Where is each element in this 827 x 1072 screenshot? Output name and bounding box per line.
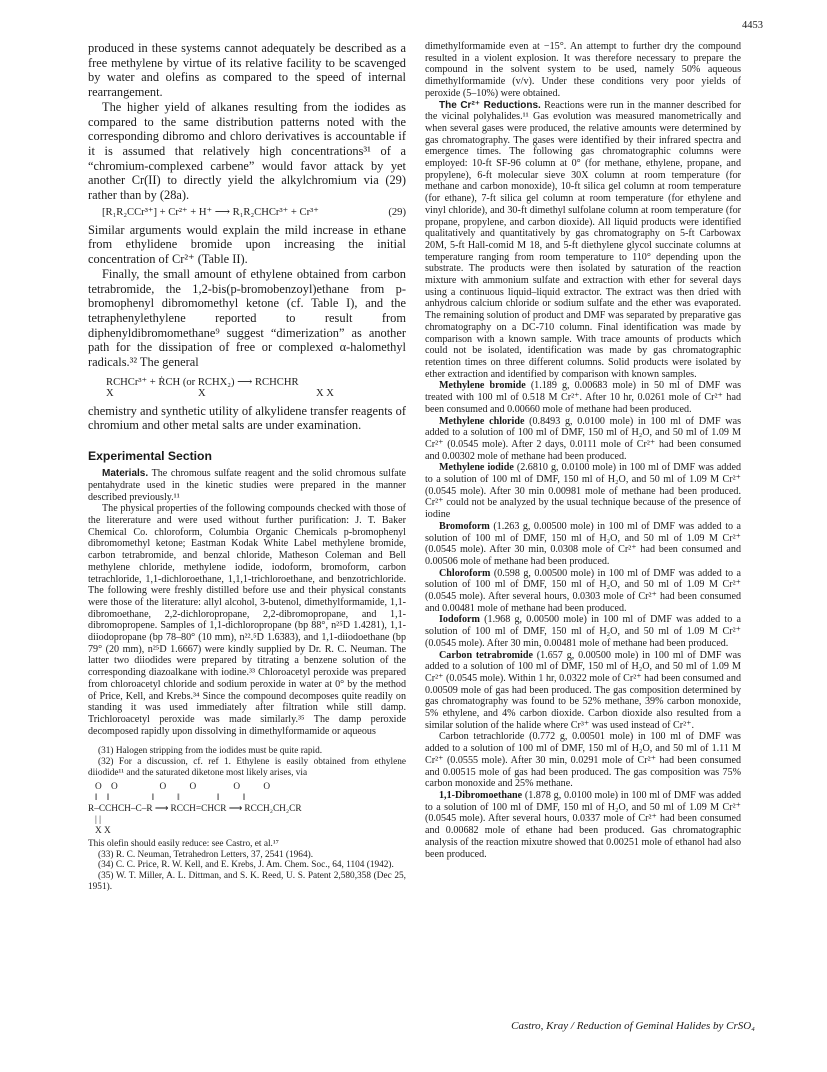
paragraph-text: (2.6810 g, 0.0100 mole) in 100 ml of DMF was added to a solution of 100 ml of DMF, 150 ml of H₂O, and 50 ml of 1.09 M Cr²⁺ (0.0545 mole). After 30 min 0.00981 mole of methane had been produced. Cr²⁺ could not be analyzed by the usual technique because of the presence of iodine (425, 462, 741, 521)
runin-heading: Bromoform (439, 520, 490, 532)
experimental-paragraph (425, 650, 741, 732)
section-heading: Experimental Section (88, 449, 212, 464)
running-head: Castro, Kray / Reduction of Geminal Halides by CrSO₄ (511, 1020, 755, 1032)
equation-number: (29) (388, 206, 406, 218)
paragraph-text: (1.968 g, 0.00500 mole) in 100 ml of DMF was added to a solution of 100 ml of DMF, 150 ml of H₂O, and 50 ml of 1.09 M Cr²⁺ (0.0545 mole). After 30 min, 0.00481 mole of methane had been produced. (425, 614, 741, 649)
paragraph-text: (1.263 g, 0.00500 mole) in 100 ml of DMF was added to a solution of 100 ml of DMF, 150 ml of H₂O, and 50 ml of 1.09 M Cr²⁺ (0.0545 mole). After 30 min, 0.0308 mole of Cr²⁺ had been consumed and 0.00506 mole of methane had been produced. (425, 520, 741, 567)
footnote: (33) R. C. Neuman, Tetrahedron Letters, 37, 2541 (1964). (98, 849, 314, 860)
paragraph-text: (1.189 g, 0.00683 mole) in 50 ml of DMF was treated with 100 ml of 0.518 M Cr²⁺. After 10 hr, 0.0261 mole of Cr²⁺ had been consumed and 0.00660 mole of methane had been produced. (425, 380, 742, 415)
experimental-paragraph (425, 416, 741, 463)
runin-heading: Methylene iodide (439, 462, 514, 474)
runin-heading: Iodoform (439, 614, 480, 626)
paragraph-text: (1.878 g, 0.0100 mole) in 100 ml of DMF was added to a solution of 100 ml of DMF, 150 ml of H₂O, and 50 ml of 1.09 M Cr²⁺ (0.0545 mole). After several hours, 0.0337 mole of Cr²⁺ had been consumed and 0.00682 mole of ethane had been produced. Gas chromatographic analysis of the reaction mixutre showed that 0.00251 mole of ethanol had also been produced. (425, 790, 741, 860)
body-paragraph: The higher yield of alkanes resulting from the iodides as compared to the same distribution patterns noted with the corresponding dibromo and chloro derivatives is accountable if it is assumed that relatively high concentrations³¹ of a “chromium-complexed carbene” would favor attack by yet another Cr(II) to directly yield the alkylchromium via (29) rather than by (28a). (88, 99, 406, 203)
experimental-paragraph (425, 380, 741, 415)
scheme-substituent: X (198, 387, 206, 399)
paragraph-text: dimethylformamide even at −15°. An attempt to further dry the compound resulted in a violent explosion. It was therefore necessary to prepare the compound in the solvent system to be used, namely 50% aqueous dimethylformamide (v/v). Under these conditions very poor yields of peroxide (5–10%) were obtained. (425, 41, 741, 99)
paragraph-text: (1.657 g, 0.00500 mole) in 100 ml of DMF was added to a solution of 100 ml of DMF, 150 ml of H₂O, and 50 ml of 1.09 M Cr²⁺ (0.0545 mole). Within 1 hr, 0.0322 mole of Cr²⁺ had been consumed and 0.00509 mole of gas had been produced. The gas composition determined by gas chromatography was found to be 52% methane, 39% carbon monoxide, 5% ethylene, and 4% carbon dioxide. Carbon dioxide also resulted from a similar solution of the halide where Cr³⁺ was used instead of Cr²⁺. (425, 649, 742, 731)
runin-heading: Methylene bromide (439, 380, 526, 392)
paragraph-text: The chromous sulfate reagent and the solid chromous sulfate pentahydrate used in the kinetic studies were prepared in the manner described previously.¹¹ (88, 468, 406, 503)
experimental-paragraph (425, 41, 741, 100)
left-column (88, 41, 406, 893)
footnote: (31) Halogen stripping from the iodides must be quite rapid. (98, 746, 323, 757)
footnote: (32) For a discussion, cf. ref 1. Ethylene is easily obtained from ethylene diiodide¹¹ and the saturated diketone most likely arises, via (88, 757, 406, 778)
footnote: This olefin should easily reduce: see Castro, et al.¹⁷ (88, 838, 279, 849)
paragraph-text: (0.598 g, 0.00500 mole) in 100 ml of DMF was added to a solution of 100 ml of DMF, 150 ml of H₂O, and 50 ml of 1.09 M Cr²⁺ (0.0545 mole). After several hours, 0.0303 mole of Cr²⁺ had been consumed and 0.00481 mole of methane had been produced. (425, 567, 741, 614)
runin-heading: Chloroform (439, 567, 491, 579)
equation-text: [R₁R₂CCr³⁺] + Cr²⁺ + H⁺ ⟶ R₁R₂CHCr³⁺ + Cr³⁺ (102, 206, 319, 218)
runin-heading: Methylene chloride (439, 415, 525, 427)
runin-heading: Carbon tetrabromide (439, 649, 533, 661)
footnotes (88, 746, 406, 892)
experimental-paragraph (425, 521, 741, 568)
experimental-paragraph (425, 790, 741, 860)
scheme-substituent: X X (316, 387, 334, 399)
experimental-paragraph (425, 614, 741, 649)
footnote: (35) W. T. Miller, A. L. Dittman, and S. K. Reed, U. S. Patent 2,580,358 (Dec 25, 1951). (88, 871, 406, 892)
paragraph-text: Carbon tetrachloride (0.772 g, 0.00501 mole) in 100 ml of DMF was added to a solution of 100 ml of DMF, 150 ml of H₂O, and 50 ml of 1.11 M Cr²⁺ (0.0555 mole). After 30 min, 0.0291 mole of Cr²⁺ had been consumed and 0.00515 mole of gas had been produced. The gas composition was 75% carbon monoxide and 25% methane. (425, 731, 741, 790)
experimental-paragraph (425, 100, 741, 381)
scheme-substituent: X (106, 387, 114, 399)
right-column (425, 41, 741, 860)
footnote: (34) C. C. Price, R. W. Kell, and E. Krebs, J. Am. Chem. Soc., 64, 1104 (1942). (98, 860, 394, 871)
runin-heading: Materials. (102, 468, 149, 480)
footnote-scheme: O O O O O O ‖ ‖ ‖ ‖ ‖ ‖ R–CCHCH–C–R ⟶ RCCH=CHCR ⟶ RCCH₂CH₂CR | | X X (88, 781, 302, 836)
body-paragraph: Finally, the small amount of ethylene obtained from carbon tetrabromide, the 1,2-bis(p-bromobenzoyl)ethane from p-bromophenyl dibromomethyl ketone (cf. Table I), and the tetraphenylethylene reported to result from diphenyldibromomethane⁹ suggest “dimerization” as another path for the dissipation of free or complexed α-halomethyl radicals.³² The general (88, 266, 406, 370)
dimerization-scheme (88, 376, 406, 400)
materials-paragraph (88, 468, 406, 503)
page-number: 4453 (742, 20, 763, 31)
paragraph-text: Reactions were run in the manner described for the vicinal polyhalides.¹¹ Gas evolution was measured manometrically and when several gases were produced, the relative amounts were determined by gas chromatography. The gases were identified by their infrared spectra and emergence times. The following gas chromatographic columns were employed: 10-ft SF-96 column at 0° (for methane, ethylene, propane, and propylene), 6-ft molecular sieve 30X column at room temperature (for methane and carbon monoxide), 10-ft silica gel column at room temperature (for ethane), 7-ft silica gel column at room temperature (for ethylene and vinyl chloride), and 30-ft dimethyl sulfolane column at room temperature (for propane, propylene, and carbon dioxide). All liquid products were identified qualitatively and quantitatively by gas chromatography on 5-ft Carbowax 20M, 5-ft Hall-comid M 18, and 5-ft diethylene glycol succinate columns at temperature ranging from room temperature to 110° depending upon the substrate. The products were then isolated by saturation of the reaction mixture with ammonium sulfate and extraction with ether for several days using a continuous liquid–liquid extractor. The extract was then dried with anhydrous calcium chloride or sodium sulfate and the ether was evaporated. The remaining solution of product and DMF was separated by preparative gas chromatography on a DC-710 column. Final identification was made by comparison with a known sample. With trace amounts of products which could not be isolated, identification was made by gas chromatographic retention times on three different columns. Solid products were isolated by ether extraction and identified by comparison with known samples. (425, 99, 741, 380)
runin-heading: The Cr²⁺ Reductions. (439, 99, 541, 111)
body-paragraph: chemistry and synthetic utility of alkylidene transfer reagents of chromium and other metal salts are under examination. (88, 403, 406, 433)
experimental-paragraph (425, 731, 741, 790)
body-paragraph: Similar arguments would explain the mild increase in ethane from ethylidene bromide upon increasing the initial concentration of Cr²⁺ (Table II). (88, 222, 406, 267)
runin-heading: 1,1-Dibromoethane (439, 790, 523, 801)
body-paragraph: produced in these systems cannot adequately be described as a free methylene by virtue of its relative facility to be scavenged by water and olefins as compared to the speed of internal rearrangement. (88, 41, 406, 100)
experimental-paragraph (425, 462, 741, 521)
experimental-paragraph (425, 568, 741, 615)
equation-29 (88, 203, 406, 223)
paragraph-text: (0.8493 g, 0.0100 mole) in 100 ml of DMF was added to a solution of 100 ml of DMF, 150 ml of H₂O, and 50 ml of 1.09 M Cr²⁺ (0.0545 mole). After 2 days, 0.0111 mole of Cr²⁺ had been consumed and 0.00302 mole of methane had been produced. (425, 415, 741, 462)
scheme-reaction: RCHCr³⁺ + ṘCH (or RCHX₂) ⟶ RCHCHR (106, 376, 299, 388)
materials-paragraph: The physical properties of the following compounds checked with those of the litererature and were used without further purification: J. T. Baker Chemical Co. chloroform, Columbia Organic Chemicals p-bromophenyl dibromomethyl ketone; Eastman Kodak White Label methylene bromide, carbon tetrabromide, and benzal chloride, Matheson Coleman and Bell methylene chloride, methylene iodide, iodoform, bromoform, carbon tetrachloride, 1,1-dichloroethane, 1,1,1-trichloroethane, and benzotrichloride. The following were freshly distilled before use and their physical constants were those of the literature: allyl alcohol, 3-butenol, dimethylformamide, 1,1-dibromoethane, 2,2-dichloropropane, 2,2-dibromopropane, and 1,1-dibromopropene. Samples of 1,1-dichloropropane (bp 88°, n²⁵D 1.4281), 1,1-diiodopropane (bp 78–80° (10 mm), n²².⁵D 1.6383), and 1,1-diiodoethane (bp 79° (20 mm), n²⁵D 1.6667) were kindly supplied by Dr. R. C. Neuman. The latter two diiodides were prepared by titrating a benzene solution of the corresponding diazoalkane with iodine.³³ Chloroacetyl peroxide was prepared from chloroacetyl chloride and sodium peroxide in water at 0° by the method of Price, Kell, and Krebs.³⁴ Since the compound decomposes quite readily on standing it was used immediately after filtration while still damp. Trichloroacetyl peroxide was made similarly.³⁵ The damp peroxide decomposed rapidly upon dissolving in dimethylformamide or aqueous (88, 503, 406, 737)
